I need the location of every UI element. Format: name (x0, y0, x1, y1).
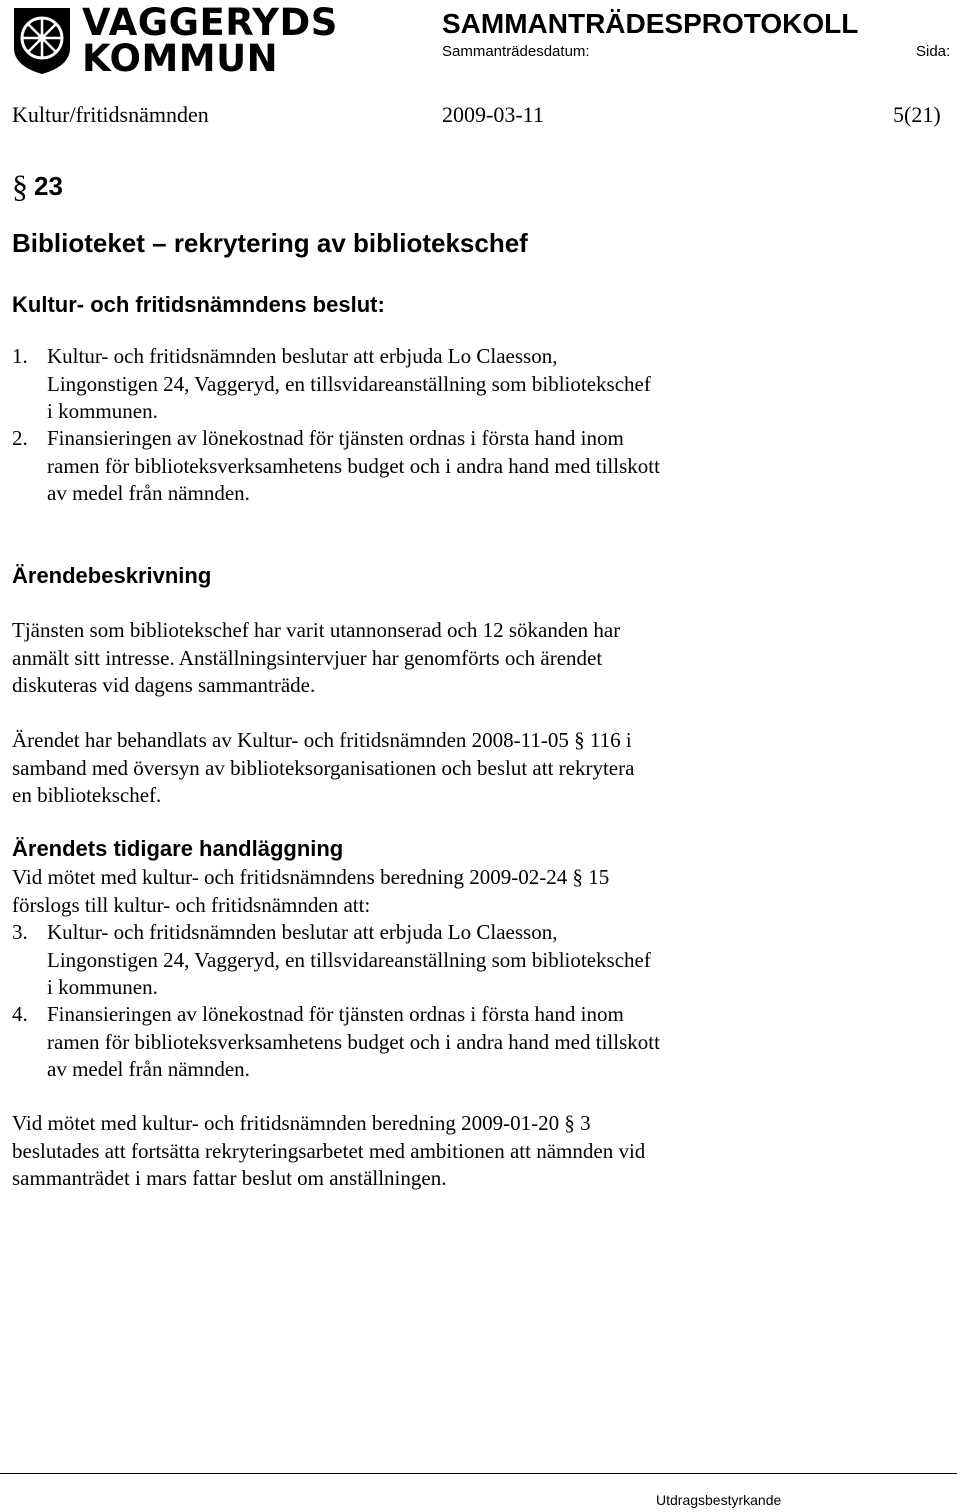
text-line: Ärendet har behandlats av Kultur- och fritidsnämnden 2008-11-05 § 116 i (12, 728, 632, 752)
text-line: anmält sitt intresse. Anställningsintervjuer har genomförts och ärendet (12, 645, 603, 670)
document-title: SAMMANTRÄDESPROTOKOLL (442, 8, 859, 39)
history-paragraph (12, 1110, 772, 1193)
list-line: Finansieringen av lönekostnad för tjänsten ordnas i första hand inom (47, 1002, 624, 1026)
text-line: samband med översyn av biblioteksorganisationen och beslut att rekrytera (12, 755, 635, 780)
paragraph-symbol: § (12, 168, 28, 204)
text-line: en bibliotekschef. (12, 783, 162, 807)
list-number: 1. (12, 344, 28, 368)
list-number: 4. (12, 1002, 28, 1026)
committee-name: Kultur/fritidsnämnden (12, 102, 209, 127)
list-line: av medel från nämnden. (47, 481, 250, 505)
list-line: Lingonstigen 24, Vaggeryd, en tillsvidareanställning som bibliotekschef (47, 947, 651, 972)
page-number: 5(21) (893, 102, 941, 127)
list-line: i kommunen. (47, 975, 158, 999)
text-line: beslutades att fortsätta rekryteringsarbetet med ambitionen att nämnden vid (12, 1138, 646, 1163)
certification-label: Utdragsbestyrkande (656, 1492, 782, 1508)
section-number-value: 23 (34, 171, 63, 201)
history-intro (12, 864, 772, 919)
list-line: ramen för biblioteksverksamhetens budget och i andra hand med tillskott (47, 1029, 660, 1054)
meeting-date-label: Sammanträdesdatum: (442, 43, 590, 60)
list-number: 3. (12, 920, 28, 944)
meeting-date: 2009-03-11 (442, 102, 544, 127)
text-line: diskuteras vid dagens sammanträde. (12, 673, 316, 697)
history-heading: Ärendets tidigare handläggning (12, 836, 344, 861)
text-line: sammanträdet i mars fattar beslut om anställningen. (12, 1166, 447, 1190)
municipality-crest-icon (10, 4, 74, 76)
text-line: Tjänsten som bibliotekschef har varit utannonserad och 12 sökanden har (12, 618, 621, 642)
list-line: ramen för biblioteksverksamhetens budget och i andra hand med tillskott (47, 453, 660, 478)
footer-divider (0, 1473, 957, 1474)
section-number (12, 168, 63, 205)
brand-name-line1: VAGGERYDS (82, 1, 338, 44)
text-line: förslogs till kultur- och fritidsnämnden att: (12, 892, 371, 917)
description-paragraph-1 (12, 617, 772, 700)
list-number: 2. (12, 426, 28, 450)
section-title: Biblioteket – rekrytering av bibliotekschef (12, 228, 528, 258)
list-line: Lingonstigen 24, Vaggeryd, en tillsvidareanställning som bibliotekschef (47, 371, 651, 396)
decision-heading: Kultur- och fritidsnämndens beslut: (12, 292, 385, 317)
text-line: Vid mötet med kultur- och fritidsnämndens beredning 2009-02-24 § 15 (12, 865, 610, 889)
list-line: av medel från nämnden. (47, 1057, 250, 1081)
list-line: Kultur- och fritidsnämnden beslutar att erbjuda Lo Claesson, (47, 920, 558, 944)
text-line: Vid mötet med kultur- och fritidsnämnden beredning 2009-01-20 § 3 (12, 1111, 591, 1135)
description-paragraph-2 (12, 727, 772, 810)
list-line: Kultur- och fritidsnämnden beslutar att erbjuda Lo Claesson, (47, 344, 558, 368)
description-heading: Ärendebeskrivning (12, 563, 212, 588)
list-line: Finansieringen av lönekostnad för tjänsten ordnas i första hand inom (47, 426, 624, 450)
page-label: Sida: (916, 43, 951, 60)
brand-name-line2: KOMMUN (82, 37, 279, 80)
list-line: i kommunen. (47, 399, 158, 423)
